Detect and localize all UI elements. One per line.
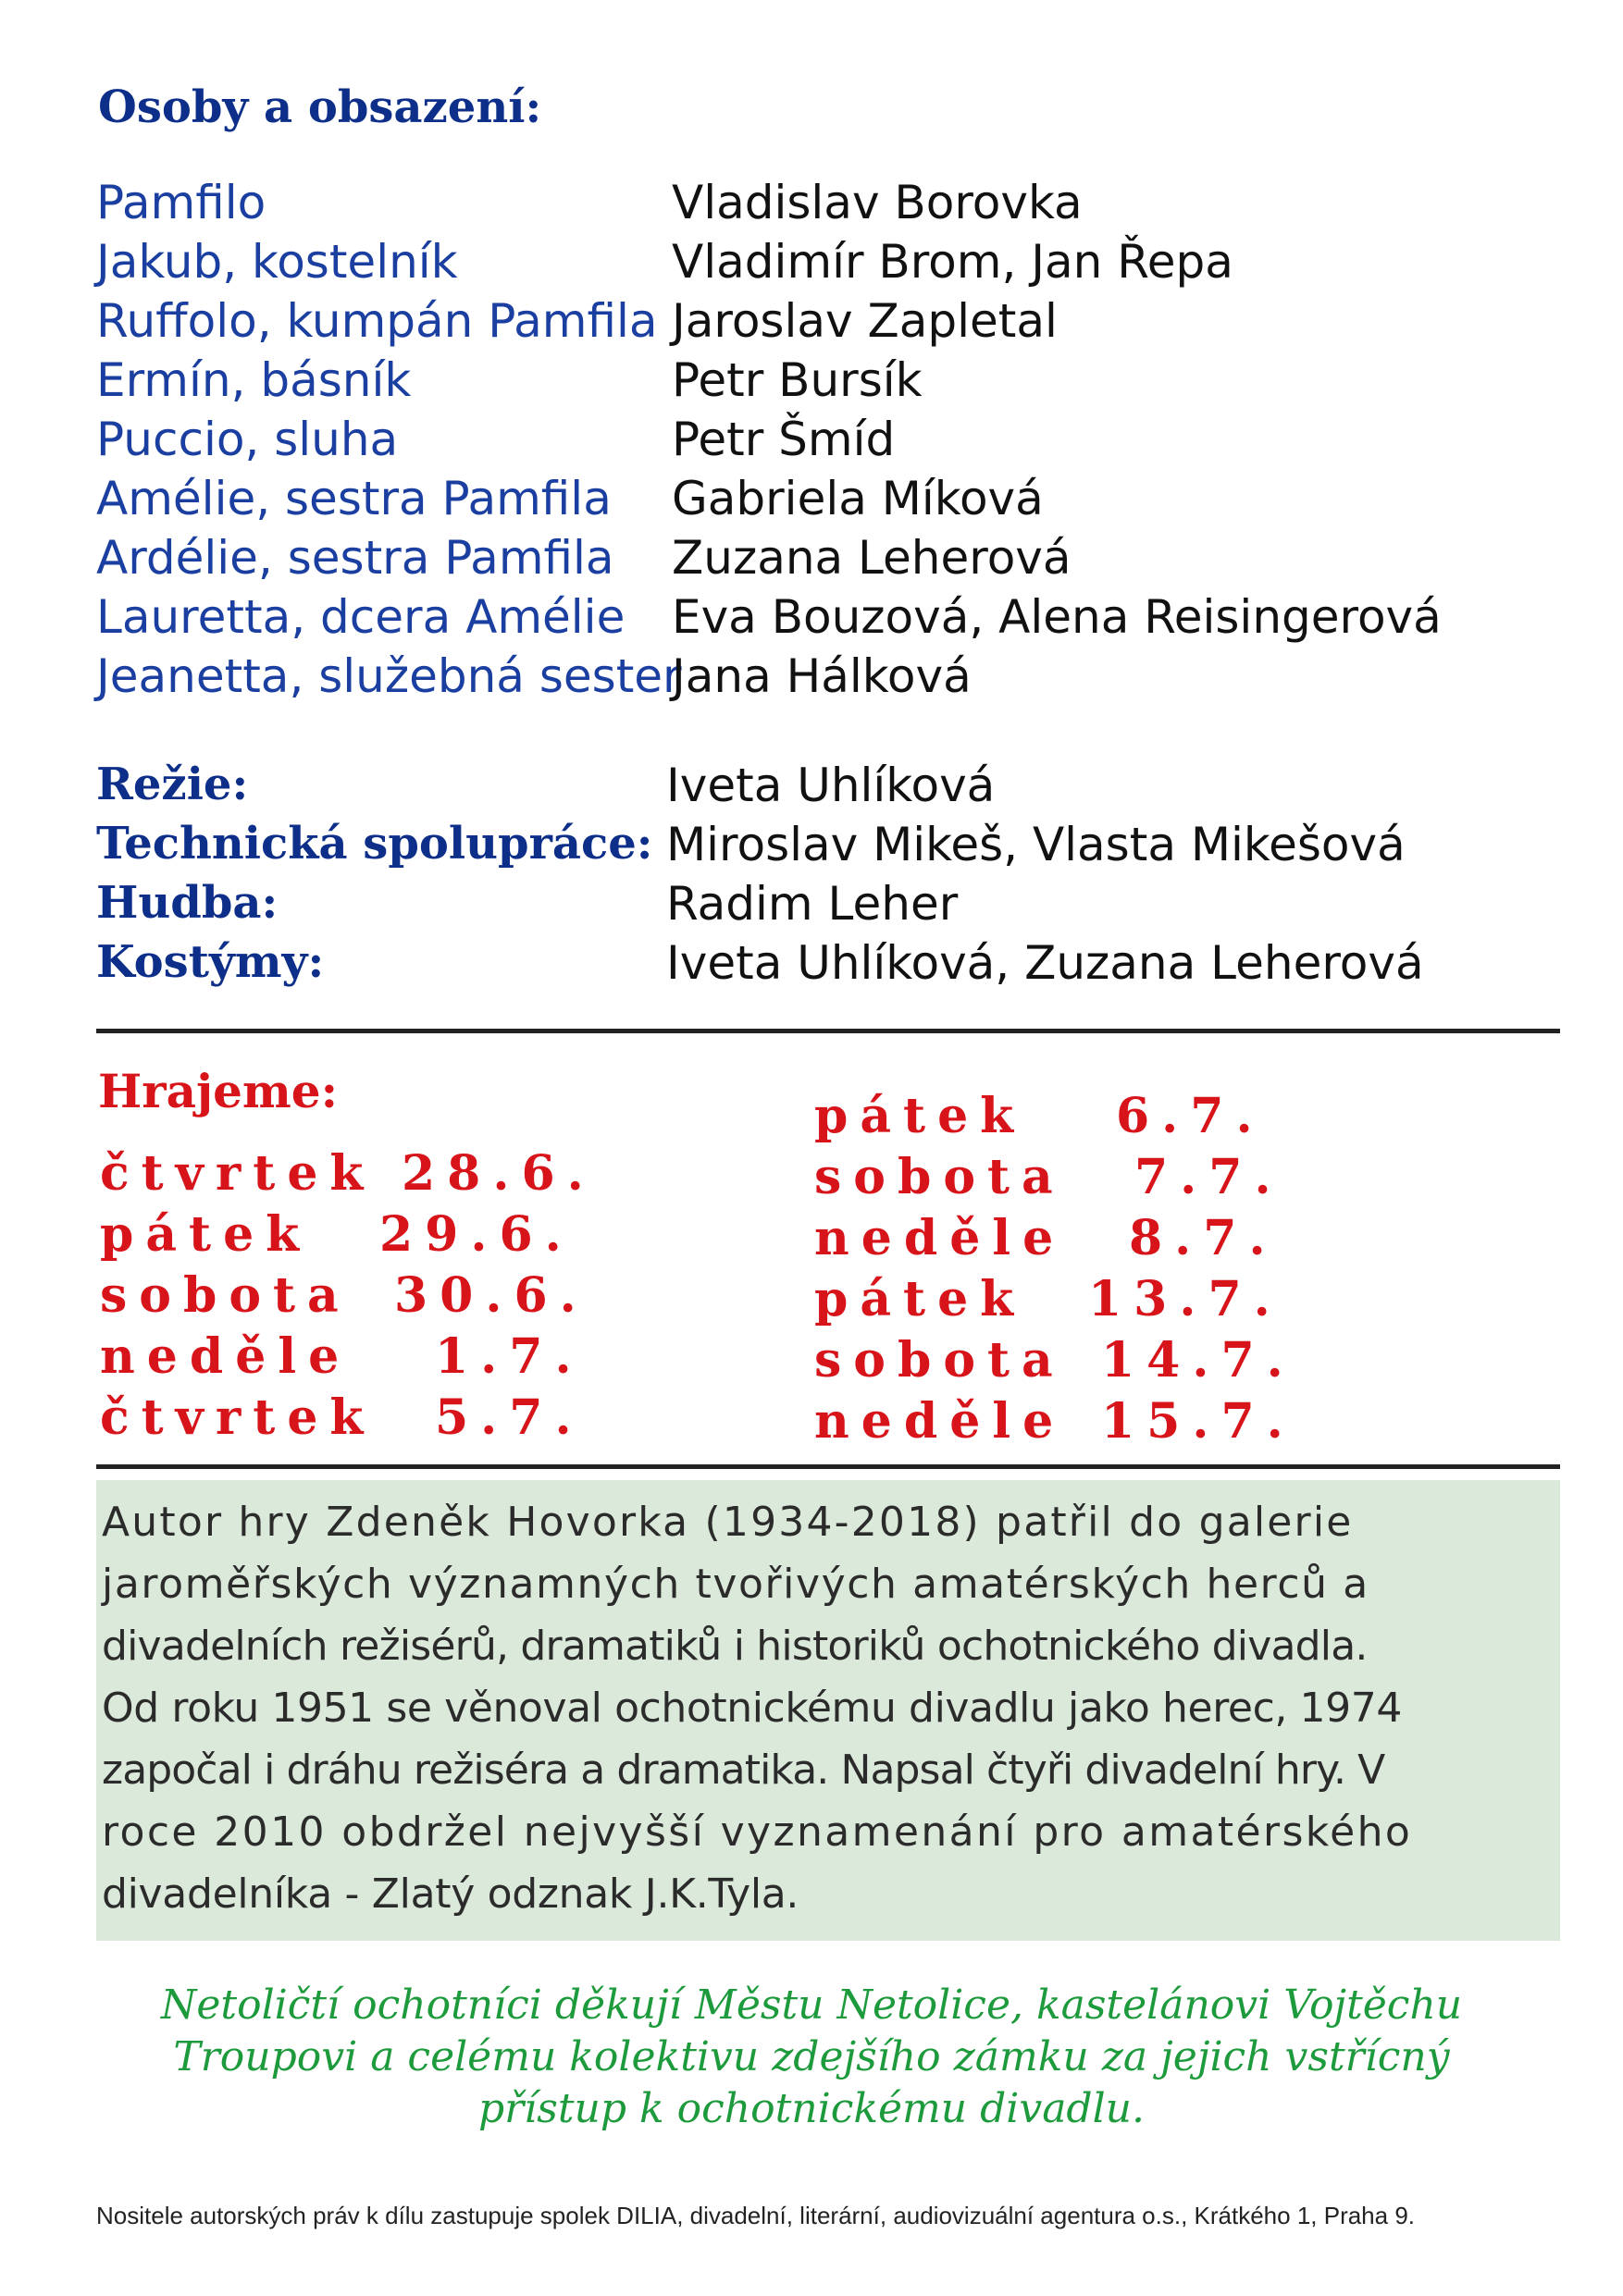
schedule-day: neděle bbox=[100, 1328, 352, 1385]
schedule-date: 7.7. bbox=[1134, 1149, 1283, 1205]
cast-actor: Jana Hálková bbox=[672, 649, 972, 703]
thanks-line: Troupovi a celému kolektivu zdejšího zámku za jejich vstřícný bbox=[173, 2033, 1450, 2080]
divider bbox=[96, 1464, 1560, 1469]
copyright-footer: Nositele autorských práv k dílu zastupuje spolek DILIA, divadelní, literární, audiovizuální agentura o.s., Krátkého 1, Praha 9. bbox=[96, 2202, 1416, 2229]
bio-line: divadelníka - Zlatý odznak J.K.Tyla. bbox=[102, 1870, 799, 1918]
cast-row bbox=[96, 472, 1577, 531]
crew-row bbox=[96, 759, 1577, 818]
bio-line: jaroměřských významných tvořivých amatérských herců a bbox=[102, 1561, 1369, 1608]
cast-actor: Petr Bursík bbox=[672, 353, 923, 407]
bio-line: roce 2010 obdržel nejvyšší vyznamenání pro amatérského bbox=[102, 1808, 1413, 1856]
cast-row bbox=[96, 531, 1577, 590]
schedule-date: 6.7. bbox=[1116, 1088, 1265, 1144]
schedule-day: čtvrtek bbox=[100, 1145, 376, 1202]
schedule-day: sobota bbox=[814, 1149, 1065, 1205]
crew-label: Technická spolupráce: bbox=[96, 818, 653, 870]
thanks-line: přístup k ochotnickému divadlu. bbox=[477, 2085, 1145, 2132]
schedule-date: 30.6. bbox=[394, 1267, 588, 1324]
cast-role: Lauretta, dcera Amélie bbox=[96, 590, 626, 644]
cast-row bbox=[96, 590, 1577, 649]
schedule-left-item bbox=[100, 1328, 584, 1385]
schedule-day: pátek bbox=[100, 1206, 312, 1263]
schedule-left-item bbox=[100, 1206, 574, 1263]
cast-role: Ruffolo, kumpán Pamfila bbox=[96, 294, 658, 348]
author-bio-box bbox=[96, 1480, 1560, 1941]
cast-role: Ardélie, sestra Pamfila bbox=[96, 531, 614, 585]
schedule-date: 28.6. bbox=[402, 1145, 596, 1202]
cast-actor: Gabriela Míková bbox=[672, 472, 1044, 525]
cast-heading: Osoby a obsazení: bbox=[98, 81, 542, 133]
cast-actor: Vladislav Borovka bbox=[672, 176, 1083, 229]
schedule-day: neděle bbox=[814, 1393, 1066, 1450]
cast-role: Ermín, básník bbox=[96, 353, 412, 407]
cast-role: Pamfilo bbox=[96, 176, 266, 229]
crew-label: Režie: bbox=[96, 759, 249, 810]
cast-row bbox=[96, 294, 1577, 353]
cast-role: Jakub, kostelník bbox=[96, 235, 458, 289]
bio-line: divadelních režisérů, dramatiků i historiků ochotnického divadla. bbox=[102, 1623, 1368, 1670]
schedule-right-item bbox=[814, 1393, 1295, 1450]
cast-row bbox=[96, 353, 1577, 413]
schedule-date: 1.7. bbox=[435, 1328, 584, 1385]
cast-role: Amélie, sestra Pamfila bbox=[96, 472, 612, 525]
schedule-day: čtvrtek bbox=[100, 1389, 376, 1446]
schedule-day: sobota bbox=[814, 1332, 1065, 1389]
schedule-left-item bbox=[100, 1389, 584, 1446]
cast-role: Puccio, sluha bbox=[96, 413, 399, 466]
bio-line: Od roku 1951 se věnoval ochotnickému divadlu jako herec, 1974 bbox=[102, 1685, 1402, 1732]
cast-role: Jeanetta, služebná sester bbox=[96, 649, 682, 703]
cast-actor: Zuzana Leherová bbox=[672, 531, 1072, 585]
schedule-right-item bbox=[814, 1271, 1282, 1327]
schedule-day: sobota bbox=[100, 1267, 351, 1324]
schedule-right-item bbox=[814, 1088, 1265, 1144]
crew-value: Iveta Uhlíková, Zuzana Leherová bbox=[666, 936, 1424, 990]
crew-label: Kostýmy: bbox=[96, 936, 325, 988]
cast-row bbox=[96, 176, 1577, 235]
schedule-day: pátek bbox=[814, 1088, 1026, 1144]
schedule-left-item bbox=[100, 1267, 588, 1324]
schedule-right-item bbox=[814, 1332, 1295, 1389]
crew-value: Radim Leher bbox=[666, 877, 959, 931]
thanks-line: Netoličtí ochotníci děkují Městu Netolice, kastelánovi Vojtěchu bbox=[160, 1981, 1463, 2029]
crew-label: Hudba: bbox=[96, 877, 279, 929]
bio-line: započal i dráhu režiséra a dramatika. Napsal čtyři divadelní hry. V bbox=[102, 1747, 1385, 1794]
schedule-date: 14.7. bbox=[1101, 1332, 1295, 1389]
bio-line: Autor hry Zdeněk Hovorka (1934-2018) patřil do galerie bbox=[102, 1499, 1354, 1546]
crew-row bbox=[96, 936, 1577, 995]
schedule-left-item bbox=[100, 1145, 596, 1202]
cast-actor: Vladimír Brom, Jan Řepa bbox=[672, 235, 1233, 289]
divider bbox=[96, 1029, 1560, 1033]
cast-actor: Eva Bouzová, Alena Reisingerová bbox=[672, 590, 1442, 644]
cast-actor: Jaroslav Zapletal bbox=[672, 294, 1058, 348]
cast-row bbox=[96, 235, 1577, 294]
crew-row bbox=[96, 877, 1577, 936]
schedule-heading: Hrajeme: bbox=[98, 1064, 339, 1118]
schedule-date: 29.6. bbox=[379, 1206, 574, 1263]
crew-value: Iveta Uhlíková bbox=[666, 759, 996, 812]
schedule-date: 13.7. bbox=[1088, 1271, 1282, 1327]
cast-row bbox=[96, 413, 1577, 472]
crew-row bbox=[96, 818, 1577, 877]
cast-row bbox=[96, 649, 1577, 709]
schedule-day: neděle bbox=[814, 1210, 1066, 1266]
schedule-right-item bbox=[814, 1210, 1278, 1266]
cast-actor: Petr Šmíd bbox=[672, 413, 896, 466]
schedule-day: pátek bbox=[814, 1271, 1026, 1327]
schedule-date: 8.7. bbox=[1129, 1210, 1278, 1266]
schedule-right-item bbox=[814, 1149, 1283, 1205]
crew-value: Miroslav Mikeš, Vlasta Mikešová bbox=[666, 818, 1406, 871]
schedule-date: 5.7. bbox=[435, 1389, 584, 1446]
schedule-date: 15.7. bbox=[1101, 1393, 1295, 1450]
